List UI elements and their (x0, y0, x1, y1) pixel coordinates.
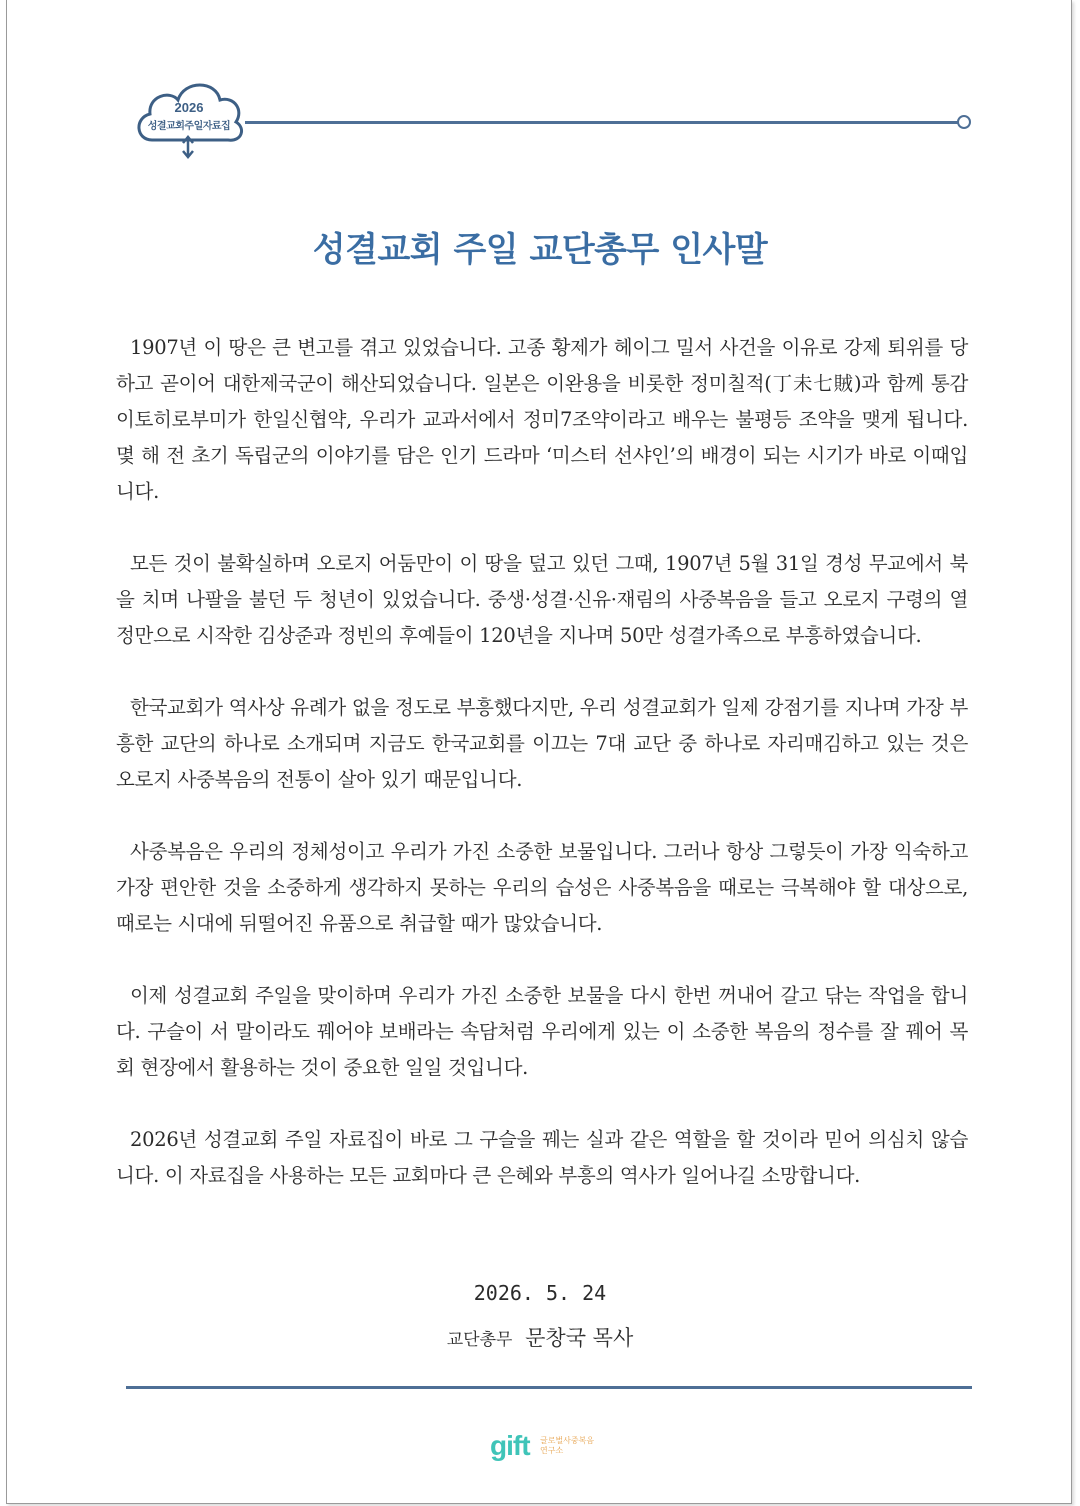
header-rule-end-dot (957, 115, 971, 129)
letter-body (116, 330, 968, 1230)
footer-rule (126, 1386, 972, 1389)
paragraph: 모든 것이 불확실하며 오로지 어둠만이 이 땅을 덮고 있던 그때, 1907년 5월 31일 경성 무교에서 북을 치며 나팔을 불던 두 청년이 있었습니다. 중생·성결·신유·재림의 사중복음을 들고 오로지 구령의 열정만으로 시작한 김상준과 정빈의 후예들이 120년을 지나며 50만 성결가족으로 부흥하였습니다. (116, 552, 968, 647)
paragraph: 2026년 성결교회 주일 자료집이 바로 그 구슬을 꿰는 실과 같은 역할을 할 것이라 믿어 의심치 않습니다. 이 자료집을 사용하는 모든 교회마다 큰 은혜와 부흥의 역사가 일어나길 소망합니다. (116, 1128, 968, 1187)
paragraph: 사중복음은 우리의 정체성이고 우리가 가진 소중한 보물입니다. 그러나 항상 그렇듯이 가장 익숙하고 가장 편안한 것을 소중하게 생각하지 못하는 우리의 습성은 사중복음을 때로는 극복해야 할 대상으로, 때로는 시대에 뒤떨어진 유품으로 취급할 때가 많았습니다. (116, 840, 968, 935)
gift-logo-tagline: 글로벌사중복음연구소 (540, 1436, 595, 1455)
signer-role: 교단총무 (446, 1330, 513, 1350)
header-rule (245, 121, 960, 124)
page-title: 성결교회 주일 교단총무 인사말 (312, 230, 768, 270)
badge-year: 2026 (174, 100, 204, 115)
paragraph: 1907년 이 땅은 큰 변고를 겪고 있었습니다. 고종 황제가 헤이그 밀서 사건을 이유로 강제 퇴위를 당하고 곧이어 대한제국군이 해산되었습니다. 일본은 이완용을 비롯한 정미칠적(丁未七賊)과 함께 통감 이토히로부미가 한일신협약, 우리가 교과서에서 정미7조약이라고 배우는 불평등 조약을 맺게 됩니다. 몇 해 전 초기 독립군의 이야기를 담은 인기 드라마 ‘미스터 선샤인’의 배경이 되는 시기가 바로 이때입니다. (116, 336, 968, 503)
header-badge (130, 72, 248, 162)
footer-logo (490, 1430, 600, 1466)
paragraph: 한국교회가 역사상 유례가 없을 정도로 부흥했다지만, 우리 성결교회가 일제 강점기를 지나며 가장 부흥한 교단의 하나로 소개되며 지금도 한국교회를 이끄는 7대 교단 중 하나로 자리매김하고 있는 것은 오로지 사중복음의 전통이 살아 있기 때문입니다. (116, 696, 968, 791)
badge-subtitle: 성결교회주일자료집 (147, 121, 231, 132)
signer-name: 문창국 목사 (525, 1326, 634, 1350)
signature-block (0, 1322, 1080, 1352)
paragraph: 이제 성결교회 주일을 맞이하며 우리가 가진 소중한 보물을 다시 한번 꺼내어 갈고 닦는 작업을 합니다. 구슬이 서 말이라도 꿰어야 보배라는 속담처럼 우리에게 있는 이 소중한 복음의 정수를 잘 꿰어 목회 현장에서 활용하는 것이 중요한 일일 것입니다. (116, 984, 968, 1079)
letter-date: 2026. 5. 24 (473, 1281, 607, 1305)
gift-logo-word: gift (490, 1430, 530, 1461)
